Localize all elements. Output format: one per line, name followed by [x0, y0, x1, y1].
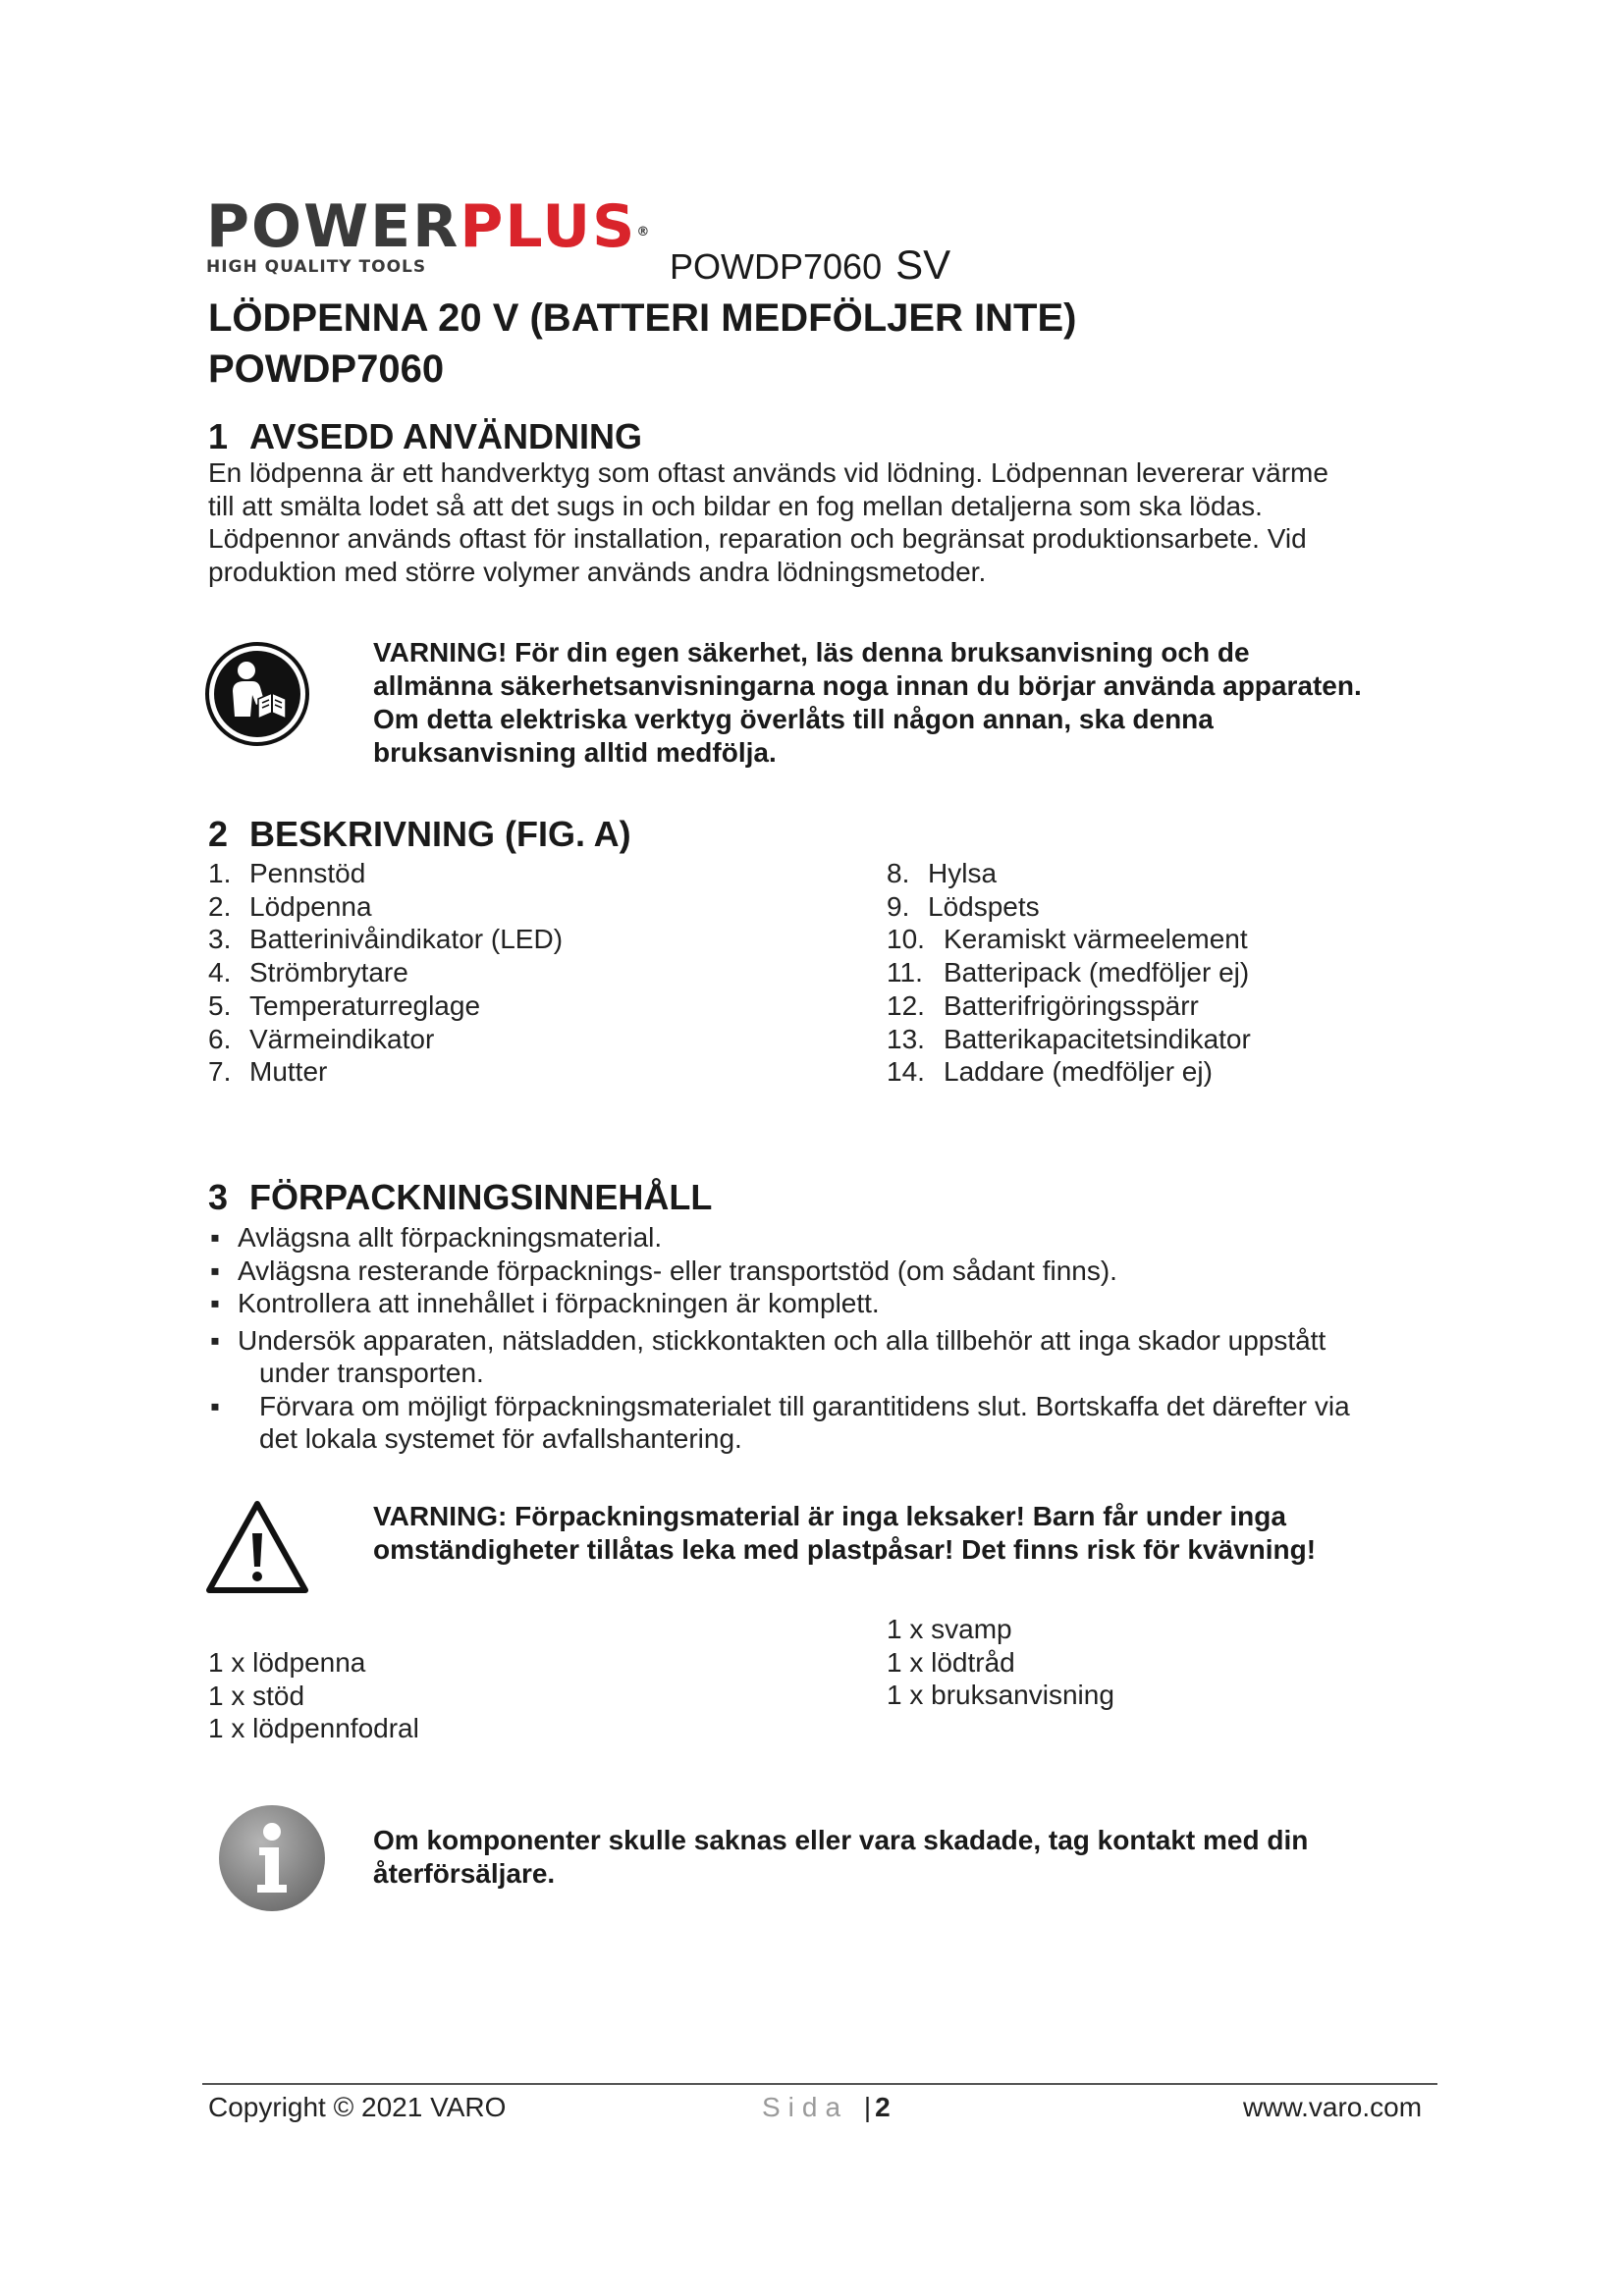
list-item [208, 956, 563, 989]
footer-website: www.varo.com [1243, 2092, 1423, 2122]
paragraph-line: produktion med större volymer används andra lödningsmetoder. [208, 556, 987, 587]
bullet-item [208, 1324, 1445, 1358]
paragraph-line: till att smälta lodet så att det sugs in och bildar en fog mellan detaljerna som ska lödas. [208, 490, 1263, 521]
warning-line: omständigheter tillåtas leka med plastpåsar! Det finns risk för kvävning! [373, 1534, 1317, 1565]
safety-warning-text [373, 636, 1463, 770]
contents-item: 1 x lödpennfodral [208, 1713, 419, 1744]
read-manual-icon [203, 640, 311, 748]
document-title [208, 293, 1077, 395]
list-item [208, 1055, 563, 1089]
item-number: 10. [887, 924, 925, 955]
item-label: Batterikapacitetsindikator [944, 1023, 1251, 1054]
logo-plus-text: PLUS [460, 192, 637, 261]
info-line: Om komponenter skulle saknas eller vara skadade, tag kontakt med din [373, 1825, 1309, 1855]
warning-line: Om detta elektriska verktyg överlåts till någon annan, ska denna [373, 704, 1214, 734]
item-number: 8. [887, 858, 910, 888]
item-label: Lödpenna [249, 890, 372, 922]
section-title: AVSEDD ANVÄNDNING [249, 416, 643, 456]
logo-power-text: POWER [206, 192, 460, 261]
bullet-continuation [208, 1357, 1445, 1390]
intended-use-paragraph [208, 456, 1435, 588]
item-number: 9. [887, 890, 910, 922]
list-item [208, 890, 563, 924]
bullet-marker: ▪ [210, 1255, 220, 1286]
footer-page-indicator [762, 2091, 891, 2124]
item-number: 14. [887, 1056, 925, 1088]
logo-tagline: HIGH QUALITY TOOLS [206, 257, 427, 277]
section-title: FÖRPACKNINGSINNEHÅLL [249, 1177, 713, 1217]
section-number: 3 [208, 1177, 229, 1217]
item-label: Hylsa [928, 858, 998, 888]
bullet-item [208, 1287, 1445, 1320]
contents-item: 1 x lödtråd [887, 1646, 1015, 1678]
contents-item: 1 x lödpenna [208, 1647, 366, 1678]
missing-parts-info-text [373, 1824, 1453, 1891]
packaging-warning-text [373, 1500, 1453, 1567]
bullet-marker: ▪ [210, 1222, 220, 1253]
list-item [887, 890, 1251, 924]
list-item [208, 923, 563, 956]
item-number: 2. [208, 890, 232, 922]
list-item [208, 989, 563, 1023]
contents-item: 1 x stöd [208, 1680, 305, 1711]
list-item [887, 1023, 1251, 1056]
language-code: SV [895, 241, 951, 288]
document-title-line: POWDP7060 [208, 347, 445, 391]
powerplus-logo [206, 192, 652, 277]
item-number: 1. [208, 858, 232, 888]
package-contents-left [208, 1646, 419, 1745]
info-line: återförsäljare. [373, 1858, 556, 1889]
paragraph-line: En lödpenna är ett handverktyg som oftast används vid lödning. Lödpennan levererar värme [208, 457, 1328, 488]
page-label: Sida [762, 2092, 849, 2122]
bullet-item [208, 1255, 1445, 1288]
list-item [887, 956, 1251, 989]
bullet-item [208, 1390, 1445, 1423]
item-number: 7. [208, 1056, 232, 1088]
warning-triangle-icon [203, 1498, 311, 1596]
list-item [208, 1023, 563, 1056]
package-contents-right [887, 1613, 1114, 1712]
contents-item: 1 x bruksanvisning [887, 1680, 1114, 1711]
item-number: 13. [887, 1023, 925, 1054]
item-label: Lödspets [928, 890, 1040, 922]
bullet-text: Avlägsna allt förpackningsmaterial. [238, 1222, 663, 1253]
unpacking-bullet-list [208, 1221, 1445, 1456]
item-label: Temperaturreglage [249, 989, 481, 1021]
footer-divider [202, 2083, 1437, 2085]
item-label: Batteripack (medföljer ej) [944, 957, 1250, 988]
parts-list-right [887, 857, 1251, 1089]
warning-line: VARNING: Förpackningsmaterial är inga leksaker! Barn får under inga [373, 1501, 1286, 1531]
section-heading-description [208, 813, 631, 856]
warning-line: VARNING! För din egen säkerhet, läs denna bruksanvisning och de [373, 637, 1250, 667]
page-separator: | [863, 2092, 872, 2122]
item-label: Mutter [249, 1056, 328, 1088]
section-number: 1 [208, 416, 229, 456]
bullet-continuation [208, 1422, 1445, 1456]
list-item [887, 989, 1251, 1023]
item-number: 6. [208, 1023, 232, 1054]
logo-registered-mark: ® [636, 225, 652, 240]
bullet-marker: ▪ [210, 1324, 220, 1356]
list-item [887, 857, 1251, 890]
item-label: Batterifrigöringsspärr [944, 989, 1199, 1021]
bullet-text: det lokala systemet för avfallshantering. [259, 1423, 742, 1454]
model-code: POWDP7060 [670, 246, 883, 287]
item-number: 12. [887, 989, 925, 1021]
item-label: Strömbrytare [249, 957, 408, 988]
page-number: 2 [875, 2092, 891, 2122]
bullet-marker: ▪ [210, 1390, 220, 1421]
section-title: BESKRIVNING (FIG. A) [249, 814, 631, 854]
list-item [208, 857, 563, 890]
footer-copyright: Copyright © 2021 VARO [208, 2092, 507, 2122]
section-heading-intended-use [208, 415, 642, 458]
bullet-text: Kontrollera att innehållet i förpackningen är komplett. [238, 1288, 880, 1318]
parts-list-left [208, 857, 563, 1089]
item-label: Pennstöd [249, 858, 366, 888]
bullet-text: Avlägsna resterande förpacknings- eller transportstöd (om sådant finns). [238, 1255, 1117, 1286]
item-number: 3. [208, 924, 232, 955]
section-heading-package-contents [208, 1176, 712, 1219]
warning-line: bruksanvisning alltid medfölja. [373, 737, 777, 768]
item-number: 4. [208, 957, 232, 988]
warning-line: allmänna säkerhetsanvisningarna noga innan du börjar använda apparaten. [373, 670, 1362, 701]
document-title-line: LÖDPENNA 20 V (BATTERI MEDFÖLJER INTE) [208, 296, 1077, 340]
item-label: Batterinivåindikator (LED) [249, 924, 564, 955]
logo-wordmark [206, 192, 652, 261]
item-number: 11. [887, 957, 923, 988]
bullet-item [208, 1221, 1445, 1255]
info-icon [216, 1802, 328, 1914]
item-number: 5. [208, 989, 232, 1021]
item-label: Laddare (medföljer ej) [944, 1056, 1213, 1088]
contents-item: 1 x svamp [887, 1614, 1012, 1644]
paragraph-line: Lödpennor används oftast för installation, reparation och begränsat produktionsarbete. Vid [208, 523, 1307, 554]
bullet-text: under transporten. [259, 1358, 484, 1388]
section-number: 2 [208, 814, 229, 854]
bullet-text: Förvara om möjligt förpackningsmaterialet till garantitidens slut. Bortskaffa det därefter via [259, 1390, 1350, 1421]
bullet-text: Undersök apparaten, nätsladden, stickkontakten och alla tillbehör att inga skador uppstått [238, 1324, 1326, 1356]
list-item [887, 1055, 1251, 1089]
item-label: Värmeindikator [249, 1023, 435, 1054]
model-line [670, 243, 950, 289]
list-item [887, 923, 1251, 956]
bullet-marker: ▪ [210, 1288, 220, 1318]
item-label: Keramiskt värmeelement [944, 924, 1248, 955]
